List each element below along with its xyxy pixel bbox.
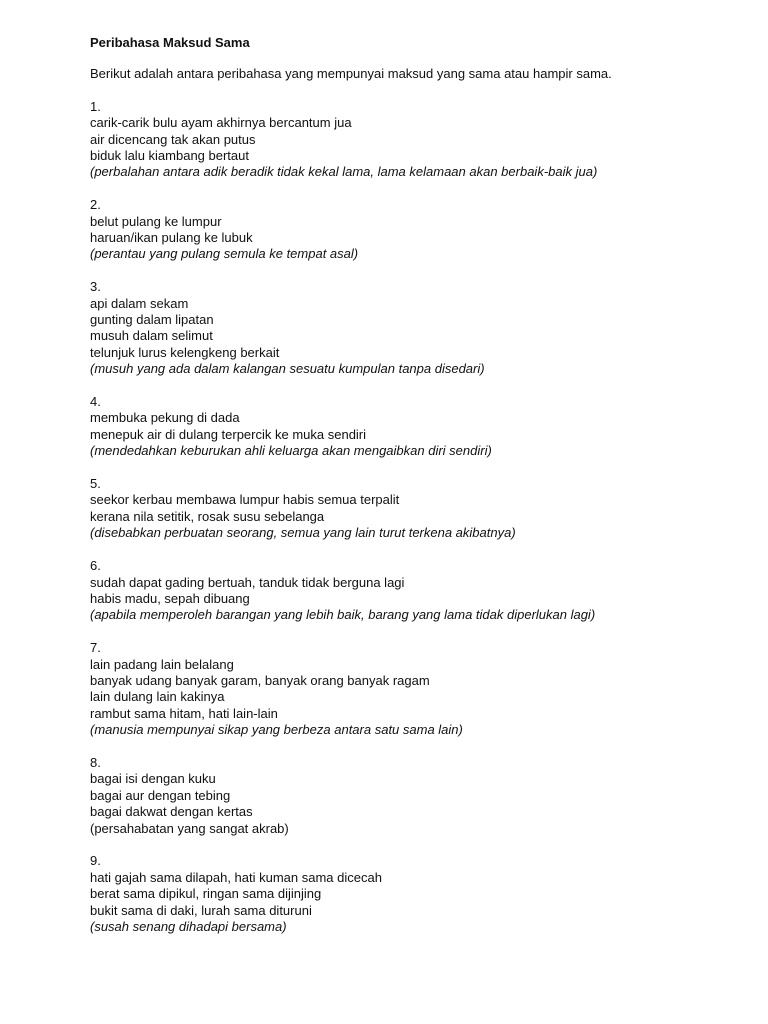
proverb-line: habis madu, sepah dibuang bbox=[90, 590, 250, 606]
proverb-line: bagai dakwat dengan kertas bbox=[90, 804, 253, 820]
proverb-item bbox=[90, 476, 740, 542]
proverb-line: bagai isi dengan kuku bbox=[90, 771, 216, 787]
proverb-line: air dicencang tak akan putus bbox=[90, 131, 256, 147]
proverb-meaning: (manusia mempunyai sikap yang berbeza antara satu sama lain) bbox=[90, 722, 463, 738]
item-number: 1. bbox=[90, 98, 101, 114]
proverb-item bbox=[90, 853, 740, 935]
proverb-line: musuh dalam selimut bbox=[90, 328, 213, 344]
document-title: Peribahasa Maksud Sama bbox=[90, 35, 250, 50]
proverb-line: biduk lalu kiambang bertaut bbox=[90, 148, 249, 164]
item-number: 4. bbox=[90, 394, 101, 410]
proverb-meaning: (persahabatan yang sangat akrab) bbox=[90, 820, 289, 836]
proverb-line: carik-carik bulu ayam akhirnya bercantum jua bbox=[90, 115, 352, 131]
document-intro: Berikut adalah antara peribahasa yang mempunyai maksud yang sama atau hampir sama. bbox=[90, 66, 612, 81]
proverb-item bbox=[90, 640, 740, 738]
proverb-line: berat sama dipikul, ringan sama dijinjing bbox=[90, 886, 322, 902]
proverb-item bbox=[90, 197, 740, 263]
proverb-line: lain padang lain belalang bbox=[90, 656, 234, 672]
proverb-line: menepuk air di dulang terpercik ke muka sendiri bbox=[90, 426, 367, 442]
proverb-line: bagai aur dengan tebing bbox=[90, 787, 231, 803]
item-number: 7. bbox=[90, 640, 101, 656]
proverb-meaning: (susah senang dihadapi bersama) bbox=[90, 918, 287, 934]
proverb-meaning: (mendedahkan keburukan ahli keluarga akan mengaibkan diri sendiri) bbox=[90, 443, 492, 459]
proverb-line: bukit sama di daki, lurah sama dituruni bbox=[90, 902, 312, 918]
proverb-line: kerana nila setitik, rosak susu sebelanga bbox=[90, 508, 325, 524]
item-number: 2. bbox=[90, 197, 101, 213]
proverb-line: rambut sama hitam, hati lain-lain bbox=[90, 705, 278, 721]
proverb-item bbox=[90, 279, 740, 377]
proverb-item bbox=[90, 558, 740, 624]
proverb-item bbox=[90, 99, 740, 181]
proverb-meaning: (musuh yang ada dalam kalangan sesuatu kumpulan tanpa disedari) bbox=[90, 361, 485, 377]
item-number: 9. bbox=[90, 853, 101, 869]
proverb-line: sudah dapat gading bertuah, tanduk tidak berguna lagi bbox=[90, 574, 405, 590]
proverb-meaning: (apabila memperoleh barangan yang lebih baik, barang yang lama tidak diperlukan lagi) bbox=[90, 607, 596, 623]
proverb-list bbox=[90, 99, 740, 936]
proverb-meaning: (disebabkan perbuatan seorang, semua yang lain turut terkena akibatnya) bbox=[90, 525, 516, 541]
proverb-line: seekor kerbau membawa lumpur habis semua terpalit bbox=[90, 492, 400, 508]
proverb-line: belut pulang ke lumpur bbox=[90, 213, 222, 229]
item-number: 5. bbox=[90, 476, 101, 492]
document-page bbox=[90, 34, 740, 952]
proverb-line: lain dulang lain kakinya bbox=[90, 689, 225, 705]
proverb-meaning: (perbalahan antara adik beradik tidak kekal lama, lama kelamaan akan berbaik-baik jua) bbox=[90, 164, 598, 180]
item-number: 6. bbox=[90, 558, 101, 574]
proverb-line: haruan/ikan pulang ke lubuk bbox=[90, 230, 253, 246]
proverb-item bbox=[90, 755, 740, 837]
proverb-line: membuka pekung di dada bbox=[90, 410, 240, 426]
proverb-line: gunting dalam lipatan bbox=[90, 312, 214, 328]
proverb-line: telunjuk lurus kelengkeng berkait bbox=[90, 344, 280, 360]
item-number: 3. bbox=[90, 279, 101, 295]
proverb-item bbox=[90, 394, 740, 460]
proverb-line: hati gajah sama dilapah, hati kuman sama dicecah bbox=[90, 869, 382, 885]
item-number: 8. bbox=[90, 754, 101, 770]
proverb-line: banyak udang banyak garam, banyak orang banyak ragam bbox=[90, 672, 430, 688]
proverb-line: api dalam sekam bbox=[90, 295, 189, 311]
proverb-meaning: (perantau yang pulang semula ke tempat asal) bbox=[90, 246, 359, 262]
